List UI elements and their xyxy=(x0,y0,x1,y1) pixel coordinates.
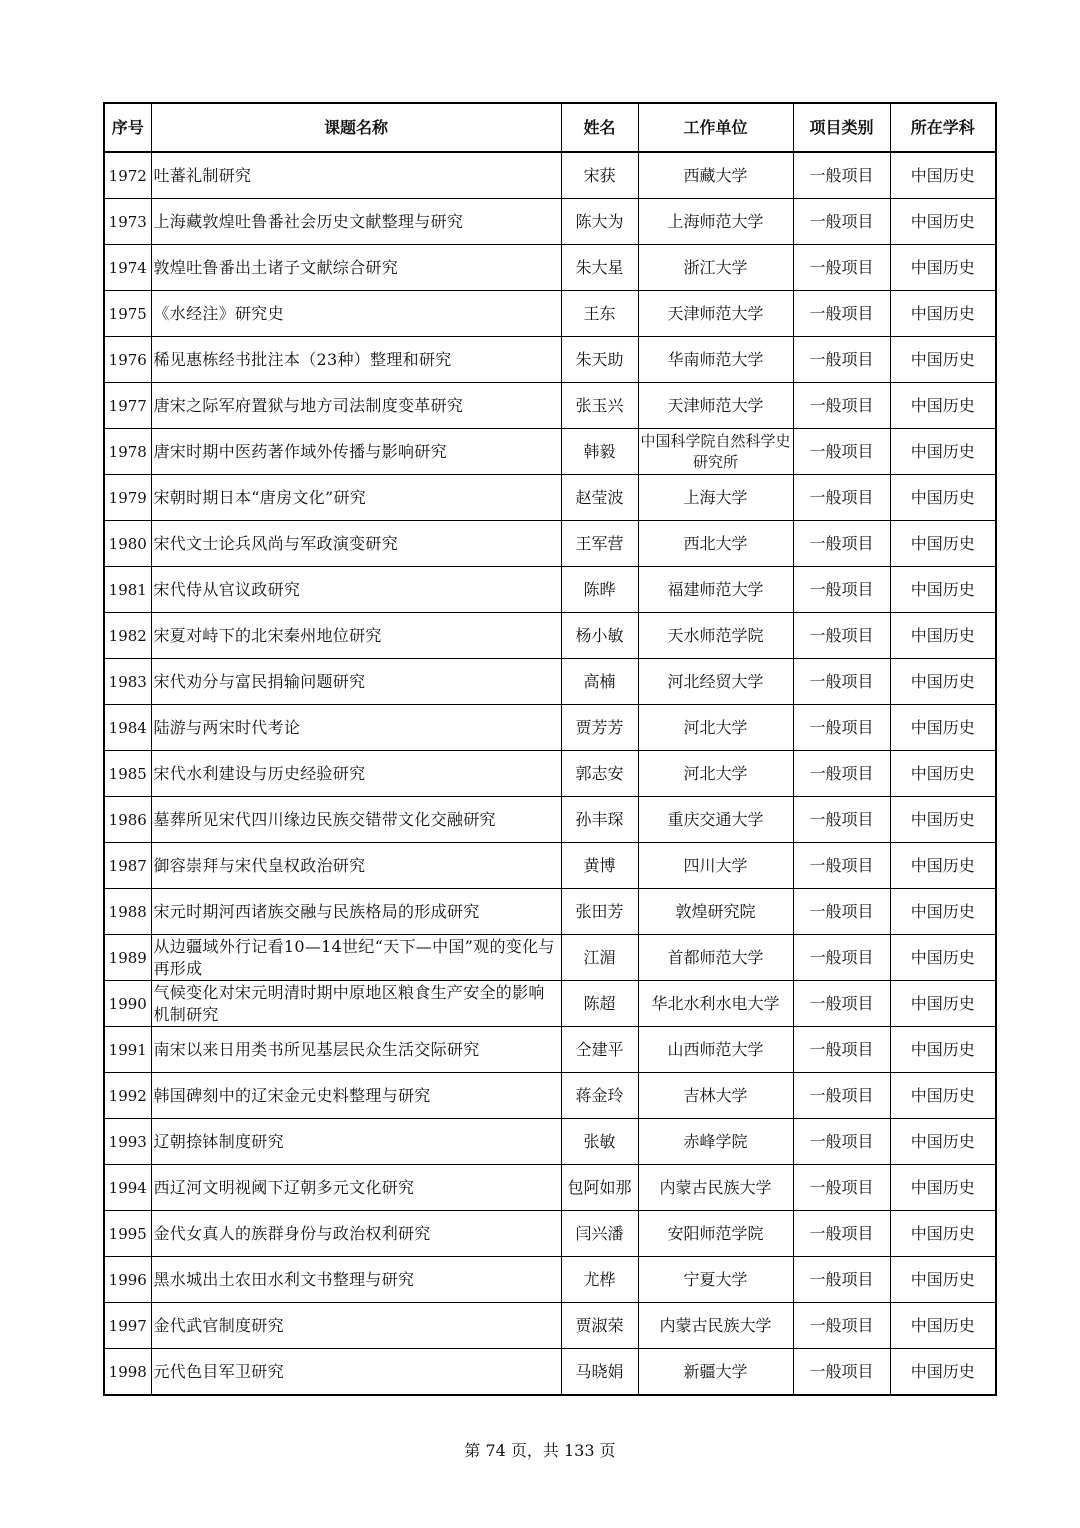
project-type-cell: 一般项目 xyxy=(793,1257,890,1303)
project-type-cell: 一般项目 xyxy=(793,981,890,1027)
subject-cell: 中国历史 xyxy=(890,935,996,981)
serial-number-cell: 1990 xyxy=(104,981,151,1027)
project-title-cell: 西辽河文明视阈下辽朝多元文化研究 xyxy=(151,1165,561,1211)
person-name-cell: 仝建平 xyxy=(561,1027,638,1073)
person-name-cell: 郭志安 xyxy=(561,751,638,797)
work-unit-cell: 上海师范大学 xyxy=(638,199,793,245)
work-unit-cell: 天津师范大学 xyxy=(638,291,793,337)
work-unit-cell: 西藏大学 xyxy=(638,152,793,199)
project-type-cell: 一般项目 xyxy=(793,1165,890,1211)
project-title-cell: 《水经注》研究史 xyxy=(151,291,561,337)
subject-cell: 中国历史 xyxy=(890,981,996,1027)
work-unit-cell: 浙江大学 xyxy=(638,245,793,291)
person-name-cell: 王军营 xyxy=(561,521,638,567)
person-name-cell: 贾芳芳 xyxy=(561,705,638,751)
project-type-cell: 一般项目 xyxy=(793,659,890,705)
person-name-cell: 贾淑荣 xyxy=(561,1303,638,1349)
project-type-cell: 一般项目 xyxy=(793,1073,890,1119)
work-unit-cell: 华南师范大学 xyxy=(638,337,793,383)
project-type-cell: 一般项目 xyxy=(793,889,890,935)
project-type-cell: 一般项目 xyxy=(793,613,890,659)
subject-cell: 中国历史 xyxy=(890,1165,996,1211)
work-unit-cell: 四川大学 xyxy=(638,843,793,889)
subject-cell: 中国历史 xyxy=(890,567,996,613)
work-unit-cell: 福建师范大学 xyxy=(638,567,793,613)
project-type-cell: 一般项目 xyxy=(793,337,890,383)
person-name-cell: 张敏 xyxy=(561,1119,638,1165)
header-project-type: 项目类别 xyxy=(793,103,890,152)
table-body xyxy=(104,152,996,1395)
project-title-cell: 敦煌吐鲁番出土诸子文献综合研究 xyxy=(151,245,561,291)
project-title-cell: 唐宋时期中医药著作域外传播与影响研究 xyxy=(151,429,561,475)
header-serial-number: 序号 xyxy=(104,103,151,152)
table-row xyxy=(104,245,996,291)
subject-cell: 中国历史 xyxy=(890,337,996,383)
project-title-cell: 辽朝捺钵制度研究 xyxy=(151,1119,561,1165)
project-title-cell: 南宋以来日用类书所见基层民众生活交际研究 xyxy=(151,1027,561,1073)
subject-cell: 中国历史 xyxy=(890,705,996,751)
table-row xyxy=(104,751,996,797)
project-title-cell: 吐蕃礼制研究 xyxy=(151,152,561,199)
table-row xyxy=(104,1257,996,1303)
table-row xyxy=(104,337,996,383)
serial-number-cell: 1980 xyxy=(104,521,151,567)
project-type-cell: 一般项目 xyxy=(793,152,890,199)
table-row xyxy=(104,797,996,843)
person-name-cell: 包阿如那 xyxy=(561,1165,638,1211)
subject-cell: 中国历史 xyxy=(890,613,996,659)
serial-number-cell: 1984 xyxy=(104,705,151,751)
serial-number-cell: 1976 xyxy=(104,337,151,383)
person-name-cell: 江湄 xyxy=(561,935,638,981)
serial-number-cell: 1983 xyxy=(104,659,151,705)
person-name-cell: 高楠 xyxy=(561,659,638,705)
serial-number-cell: 1974 xyxy=(104,245,151,291)
work-unit-cell: 宁夏大学 xyxy=(638,1257,793,1303)
serial-number-cell: 1998 xyxy=(104,1349,151,1396)
table-row xyxy=(104,1303,996,1349)
project-type-cell: 一般项目 xyxy=(793,843,890,889)
subject-cell: 中国历史 xyxy=(890,1257,996,1303)
table-row xyxy=(104,659,996,705)
project-title-cell: 宋元时期河西诸族交融与民族格局的形成研究 xyxy=(151,889,561,935)
work-unit-cell: 上海大学 xyxy=(638,475,793,521)
project-title-cell: 墓葬所见宋代四川缘边民族交错带文化交融研究 xyxy=(151,797,561,843)
header-row xyxy=(104,103,996,152)
project-title-cell: 唐宋之际军府置狱与地方司法制度变革研究 xyxy=(151,383,561,429)
work-unit-cell: 天水师范学院 xyxy=(638,613,793,659)
person-name-cell: 蒋金玲 xyxy=(561,1073,638,1119)
subject-cell: 中国历史 xyxy=(890,1027,996,1073)
work-unit-cell: 安阳师范学院 xyxy=(638,1211,793,1257)
person-name-cell: 朱大星 xyxy=(561,245,638,291)
serial-number-cell: 1972 xyxy=(104,152,151,199)
header-subject: 所在学科 xyxy=(890,103,996,152)
project-type-cell: 一般项目 xyxy=(793,935,890,981)
project-type-cell: 一般项目 xyxy=(793,705,890,751)
table-row xyxy=(104,567,996,613)
subject-cell: 中国历史 xyxy=(890,843,996,889)
table-row xyxy=(104,889,996,935)
person-name-cell: 宋获 xyxy=(561,152,638,199)
project-title-cell: 御容崇拜与宋代皇权政治研究 xyxy=(151,843,561,889)
table-header xyxy=(104,103,996,152)
project-type-cell: 一般项目 xyxy=(793,245,890,291)
table-row xyxy=(104,1211,996,1257)
work-unit-cell: 赤峰学院 xyxy=(638,1119,793,1165)
project-title-cell: 元代色目军卫研究 xyxy=(151,1349,561,1396)
table-row xyxy=(104,613,996,659)
table-row xyxy=(104,152,996,199)
work-unit-cell: 新疆大学 xyxy=(638,1349,793,1396)
serial-number-cell: 1989 xyxy=(104,935,151,981)
work-unit-cell: 河北大学 xyxy=(638,705,793,751)
person-name-cell: 朱天助 xyxy=(561,337,638,383)
table-row xyxy=(104,1119,996,1165)
subject-cell: 中国历史 xyxy=(890,659,996,705)
subject-cell: 中国历史 xyxy=(890,1303,996,1349)
project-title-cell: 宋夏对峙下的北宋秦州地位研究 xyxy=(151,613,561,659)
work-unit-cell: 河北经贸大学 xyxy=(638,659,793,705)
project-title-cell: 韩国碑刻中的辽宋金元史料整理与研究 xyxy=(151,1073,561,1119)
project-type-cell: 一般项目 xyxy=(793,1303,890,1349)
table-row xyxy=(104,383,996,429)
serial-number-cell: 1988 xyxy=(104,889,151,935)
header-project-title: 课题名称 xyxy=(151,103,561,152)
project-title-cell: 黑水城出土农田水利文书整理与研究 xyxy=(151,1257,561,1303)
project-type-cell: 一般项目 xyxy=(793,751,890,797)
subject-cell: 中国历史 xyxy=(890,475,996,521)
subject-cell: 中国历史 xyxy=(890,797,996,843)
project-type-cell: 一般项目 xyxy=(793,475,890,521)
person-name-cell: 张玉兴 xyxy=(561,383,638,429)
project-title-cell: 上海藏敦煌吐鲁番社会历史文献整理与研究 xyxy=(151,199,561,245)
serial-number-cell: 1994 xyxy=(104,1165,151,1211)
project-title-cell: 宋代侍从官议政研究 xyxy=(151,567,561,613)
person-name-cell: 孙丰琛 xyxy=(561,797,638,843)
project-type-cell: 一般项目 xyxy=(793,199,890,245)
person-name-cell: 赵莹波 xyxy=(561,475,638,521)
work-unit-cell: 敦煌研究院 xyxy=(638,889,793,935)
subject-cell: 中国历史 xyxy=(890,889,996,935)
project-title-cell: 宋朝时期日本“唐房文化”研究 xyxy=(151,475,561,521)
person-name-cell: 闫兴潘 xyxy=(561,1211,638,1257)
project-type-cell: 一般项目 xyxy=(793,1211,890,1257)
subject-cell: 中国历史 xyxy=(890,1211,996,1257)
project-title-cell: 稀见惠栋经书批注本（23种）整理和研究 xyxy=(151,337,561,383)
person-name-cell: 黄博 xyxy=(561,843,638,889)
work-unit-cell: 吉林大学 xyxy=(638,1073,793,1119)
work-unit-cell: 西北大学 xyxy=(638,521,793,567)
subject-cell: 中国历史 xyxy=(890,1073,996,1119)
work-unit-cell: 中国科学院自然科学史研究所 xyxy=(638,429,793,475)
project-type-cell: 一般项目 xyxy=(793,1027,890,1073)
serial-number-cell: 1979 xyxy=(104,475,151,521)
work-unit-cell: 首都师范大学 xyxy=(638,935,793,981)
person-name-cell: 韩毅 xyxy=(561,429,638,475)
subject-cell: 中国历史 xyxy=(890,429,996,475)
work-unit-cell: 重庆交通大学 xyxy=(638,797,793,843)
project-title-cell: 陆游与两宋时代考论 xyxy=(151,705,561,751)
serial-number-cell: 1992 xyxy=(104,1073,151,1119)
project-title-cell: 金代女真人的族群身份与政治权利研究 xyxy=(151,1211,561,1257)
table-row xyxy=(104,705,996,751)
serial-number-cell: 1973 xyxy=(104,199,151,245)
table-row xyxy=(104,1027,996,1073)
table-row xyxy=(104,199,996,245)
header-work-unit: 工作单位 xyxy=(638,103,793,152)
subject-cell: 中国历史 xyxy=(890,521,996,567)
serial-number-cell: 1996 xyxy=(104,1257,151,1303)
person-name-cell: 陈超 xyxy=(561,981,638,1027)
person-name-cell: 张田芳 xyxy=(561,889,638,935)
table-row xyxy=(104,981,996,1027)
subject-cell: 中国历史 xyxy=(890,383,996,429)
subject-cell: 中国历史 xyxy=(890,1119,996,1165)
work-unit-cell: 山西师范大学 xyxy=(638,1027,793,1073)
header-person-name: 姓名 xyxy=(561,103,638,152)
project-title-cell: 宋代文士论兵风尚与军政演变研究 xyxy=(151,521,561,567)
project-title-cell: 从边疆域外行记看10—14世纪“天下—中国”观的变化与再形成 xyxy=(151,935,561,981)
table-row xyxy=(104,521,996,567)
work-unit-cell: 内蒙古民族大学 xyxy=(638,1303,793,1349)
project-type-cell: 一般项目 xyxy=(793,429,890,475)
table-row xyxy=(104,429,996,475)
project-type-cell: 一般项目 xyxy=(793,797,890,843)
subject-cell: 中国历史 xyxy=(890,291,996,337)
person-name-cell: 陈晔 xyxy=(561,567,638,613)
serial-number-cell: 1977 xyxy=(104,383,151,429)
subject-cell: 中国历史 xyxy=(890,245,996,291)
project-type-cell: 一般项目 xyxy=(793,291,890,337)
project-title-cell: 宋代水利建设与历史经验研究 xyxy=(151,751,561,797)
table-row xyxy=(104,291,996,337)
project-type-cell: 一般项目 xyxy=(793,383,890,429)
page-number-footer: 第 74 页，共 133 页 xyxy=(464,1441,616,1460)
serial-number-cell: 1993 xyxy=(104,1119,151,1165)
work-unit-cell: 华北水利水电大学 xyxy=(638,981,793,1027)
table-row xyxy=(104,475,996,521)
project-title-cell: 金代武官制度研究 xyxy=(151,1303,561,1349)
serial-number-cell: 1995 xyxy=(104,1211,151,1257)
person-name-cell: 尤桦 xyxy=(561,1257,638,1303)
table-row xyxy=(104,1165,996,1211)
table-row xyxy=(104,935,996,981)
subject-cell: 中国历史 xyxy=(890,199,996,245)
work-unit-cell: 河北大学 xyxy=(638,751,793,797)
table-row xyxy=(104,1349,996,1396)
project-type-cell: 一般项目 xyxy=(793,567,890,613)
table-row xyxy=(104,843,996,889)
project-title-cell: 气候变化对宋元明清时期中原地区粮食生产安全的影响机制研究 xyxy=(151,981,561,1027)
person-name-cell: 杨小敏 xyxy=(561,613,638,659)
subject-cell: 中国历史 xyxy=(890,751,996,797)
work-unit-cell: 天津师范大学 xyxy=(638,383,793,429)
project-title-cell: 宋代劝分与富民捐输问题研究 xyxy=(151,659,561,705)
table-row xyxy=(104,1073,996,1119)
subject-cell: 中国历史 xyxy=(890,152,996,199)
work-unit-cell: 内蒙古民族大学 xyxy=(638,1165,793,1211)
serial-number-cell: 1978 xyxy=(104,429,151,475)
serial-number-cell: 1975 xyxy=(104,291,151,337)
project-type-cell: 一般项目 xyxy=(793,1349,890,1396)
person-name-cell: 王东 xyxy=(561,291,638,337)
serial-number-cell: 1991 xyxy=(104,1027,151,1073)
person-name-cell: 马晓娟 xyxy=(561,1349,638,1396)
serial-number-cell: 1981 xyxy=(104,567,151,613)
serial-number-cell: 1987 xyxy=(104,843,151,889)
project-list-table xyxy=(103,102,997,1396)
project-type-cell: 一般项目 xyxy=(793,1119,890,1165)
subject-cell: 中国历史 xyxy=(890,1349,996,1396)
serial-number-cell: 1982 xyxy=(104,613,151,659)
serial-number-cell: 1986 xyxy=(104,797,151,843)
serial-number-cell: 1997 xyxy=(104,1303,151,1349)
person-name-cell: 陈大为 xyxy=(561,199,638,245)
serial-number-cell: 1985 xyxy=(104,751,151,797)
project-type-cell: 一般项目 xyxy=(793,521,890,567)
